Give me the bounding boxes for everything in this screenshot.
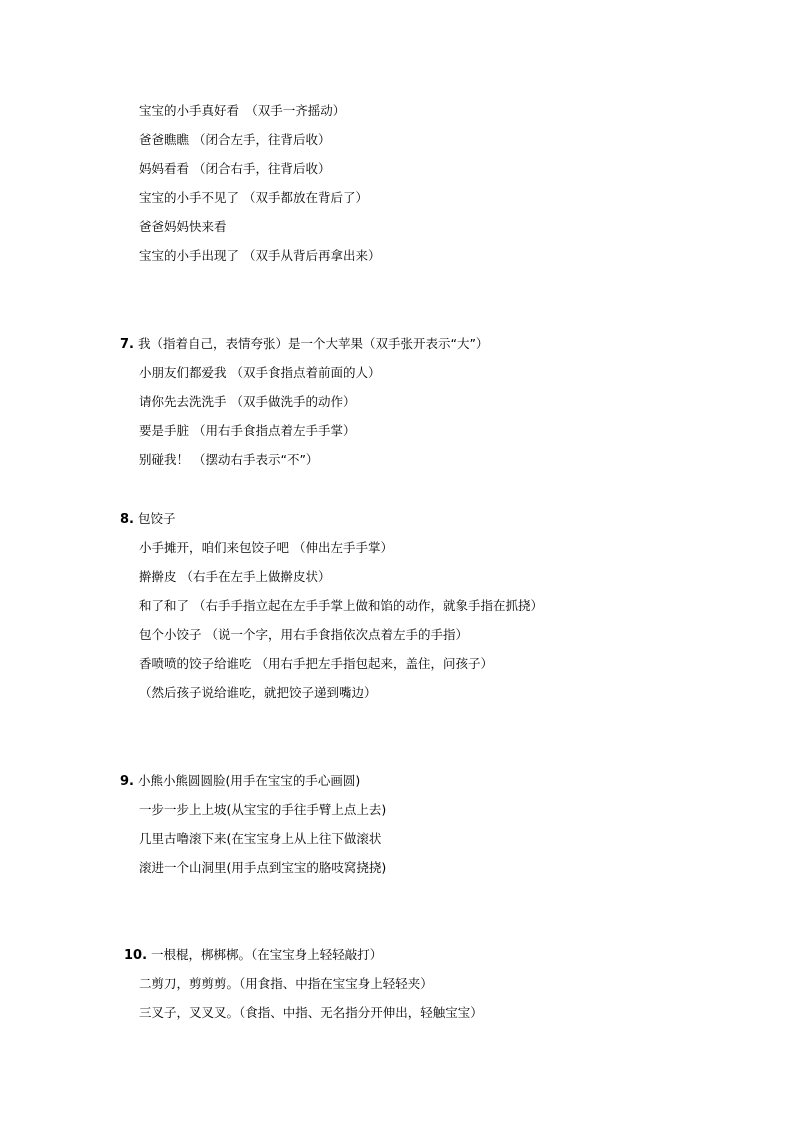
section10-heading (124, 947, 382, 964)
section8-line-3: 和了和了 （右手手指立起在左手手掌上做和馅的动作，就象手指在抓挠） (139, 598, 543, 613)
section9-number: 9. (120, 774, 134, 789)
section8-number: 8. (120, 512, 134, 527)
section10-number: 10. (124, 948, 148, 963)
section9-line-2: 几里古噜滚下来(在宝宝身上从上往下做滚状 (139, 831, 382, 846)
section7-line-1: 小朋友们都爱我 （双手食指点着前面的人） (139, 365, 381, 380)
section9-line-1: 一步一步上上坡(从宝宝的手往手臂上点上去) (139, 802, 387, 817)
section6-line-2: 爸爸瞧瞧 （闭合左手，往背后收） (139, 132, 331, 147)
section9-line-3: 滚进一个山洞里(用手点到宝宝的胳吱窝挠挠) (139, 860, 387, 875)
section10-line-2: 三叉子，叉叉叉。（食指、中指、无名指分开伸出，轻触宝宝） (139, 1005, 483, 1020)
section8-line-2: 擀擀皮 （右手在左手上做擀皮状） (139, 569, 331, 584)
section7-heading (120, 336, 488, 353)
section8-line-6: （然后孩子说给谁吃，就把饺子递到嘴边） (139, 685, 377, 700)
section6-line-6: 宝宝的小手出现了 （双手从背后再拿出来） (139, 248, 381, 263)
section8-heading (120, 511, 176, 528)
section6-line-5: 爸爸妈妈快来看 (139, 219, 227, 234)
section8-line-5: 香喷喷的饺子给谁吃 （用右手把左手指包起来，盖住，问孩子） (139, 656, 493, 671)
section6-line-3: 妈妈看看 （闭合右手，往背后收） (139, 161, 331, 176)
section8-line-4: 包个小饺子 （说一个字，用右手食指依次点着左手的手指） (139, 627, 468, 642)
section7-line-2: 请你先去洗洗手 （双手做洗手的动作） (139, 394, 356, 409)
section9-heading (120, 773, 360, 790)
section6-line-1: 宝宝的小手真好看 （双手一齐摇动） (139, 103, 346, 118)
section7-number: 7. (120, 337, 134, 352)
section9-heading-text: 小熊小熊圆圆脸(用手在宝宝的手心画圆) (137, 773, 361, 788)
section8-line-1: 小手摊开，咱们来包饺子吧 （伸出左手手掌） (139, 540, 393, 555)
section6-line-4: 宝宝的小手不见了 （双手都放在背后了） (139, 190, 368, 205)
section10-heading-text: 一根棍，梆梆梆。（在宝宝身上轻轻敲打） (151, 947, 383, 962)
section7-line-4: 别碰我！ （摆动右手表示“不”） (139, 452, 319, 467)
section7-line-3: 要是手脏 （用右手食指点着左手手掌） (139, 423, 356, 438)
section10-line-1: 二剪刀，剪剪剪。（用食指、中指在宝宝身上轻轻夹） (139, 976, 433, 991)
section8-heading-text: 包饺子 (137, 511, 176, 526)
section7-heading-text: 我（指着自己，表情夸张）是一个大苹果（双手张开表示“大”） (137, 336, 489, 351)
